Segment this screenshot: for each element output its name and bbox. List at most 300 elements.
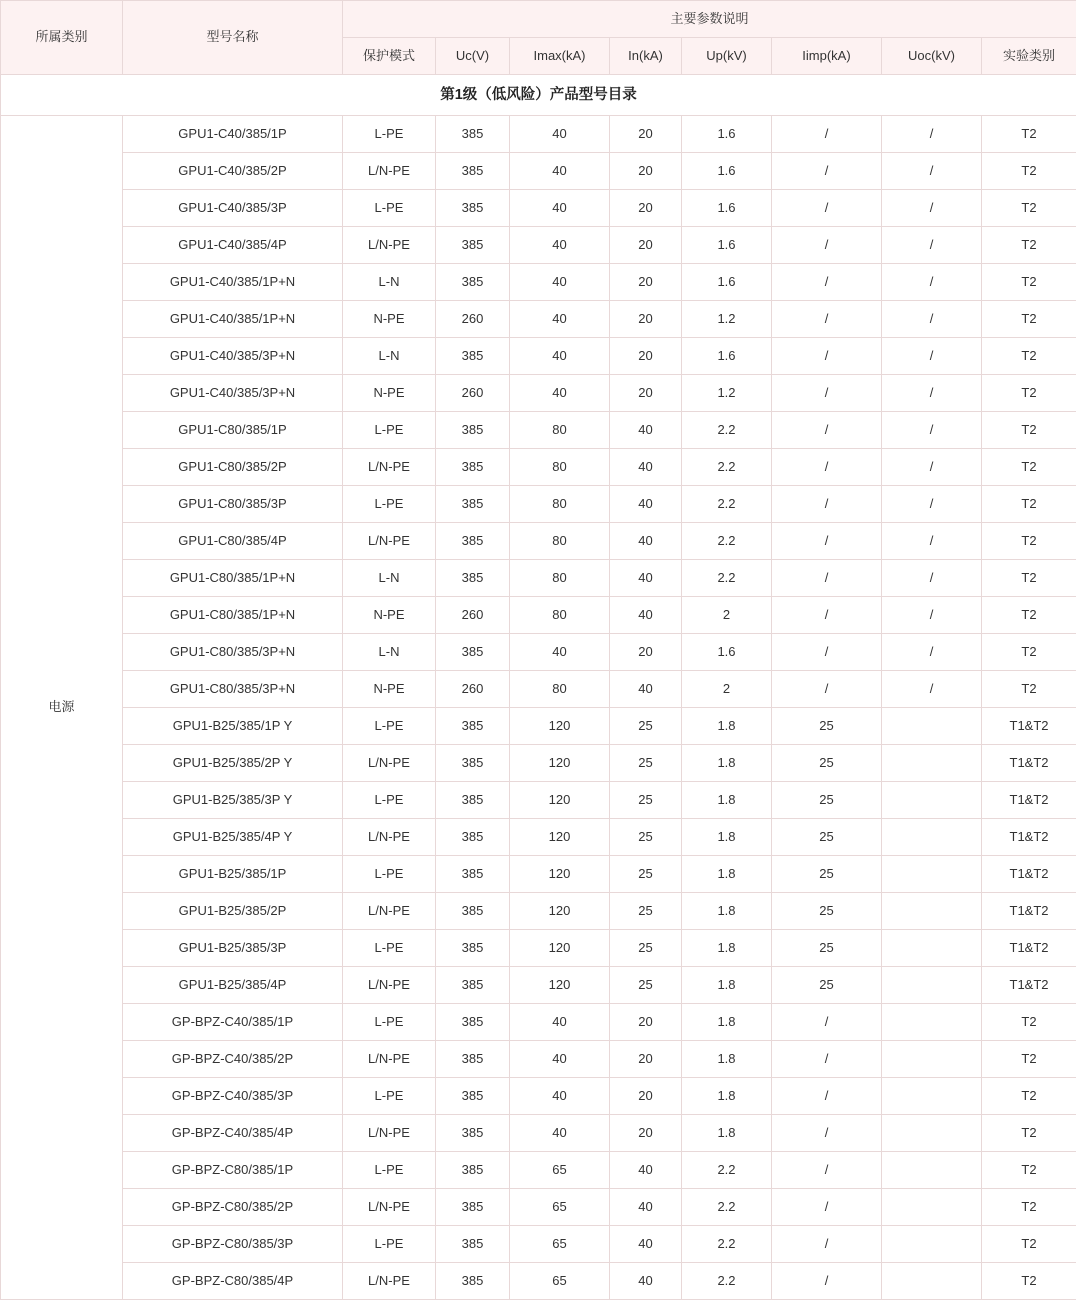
test-class-cell: T1&T2 [982,745,1076,782]
uc-cell: 260 [436,375,510,412]
uoc-cell: / [882,227,982,264]
in-cell: 25 [610,893,682,930]
imax-cell: 40 [510,190,610,227]
protection-mode-cell: L-PE [343,1078,436,1115]
up-cell: 1.8 [682,1115,772,1152]
protection-mode-cell: L-PE [343,1004,436,1041]
iimp-cell: / [772,1078,882,1115]
test-class-cell: T2 [982,412,1076,449]
in-cell: 25 [610,819,682,856]
protection-mode-cell: L-N [343,264,436,301]
uc-cell: 385 [436,449,510,486]
in-cell: 20 [610,153,682,190]
uoc-cell [882,1263,982,1300]
uoc-cell [882,1078,982,1115]
uoc-cell: / [882,375,982,412]
header-uoc: Uoc(kV) [882,38,982,75]
iimp-cell: / [772,1189,882,1226]
uoc-cell: / [882,338,982,375]
up-cell: 2 [682,671,772,708]
model-cell: GPU1-C40/385/1P [123,116,343,153]
test-class-cell: T2 [982,1152,1076,1189]
protection-mode-cell: L-N [343,634,436,671]
uc-cell: 385 [436,523,510,560]
uc-cell: 385 [436,1263,510,1300]
table-body [1,75,1076,1300]
table-row [1,597,1076,634]
protection-mode-cell: L-PE [343,856,436,893]
test-class-cell: T2 [982,227,1076,264]
uoc-cell [882,1004,982,1041]
protection-mode-cell: N-PE [343,375,436,412]
model-cell: GPU1-C40/385/3P+N [123,375,343,412]
iimp-cell: 25 [772,708,882,745]
uc-cell: 385 [436,745,510,782]
protection-mode-cell: L-PE [343,1226,436,1263]
in-cell: 20 [610,375,682,412]
header-protection-mode: 保护模式 [343,38,436,75]
category-cell: 电源 [1,116,123,1300]
model-cell: GPU1-B25/385/4P Y [123,819,343,856]
test-class-cell: T2 [982,1263,1076,1300]
model-cell: GPU1-B25/385/3P Y [123,782,343,819]
table-row [1,153,1076,190]
uc-cell: 385 [436,116,510,153]
model-cell: GP-BPZ-C40/385/4P [123,1115,343,1152]
uoc-cell [882,1041,982,1078]
imax-cell: 120 [510,930,610,967]
in-cell: 20 [610,227,682,264]
model-cell: GPU1-C80/385/1P+N [123,597,343,634]
protection-mode-cell: N-PE [343,301,436,338]
protection-mode-cell: N-PE [343,671,436,708]
test-class-cell: T2 [982,301,1076,338]
test-class-cell: T2 [982,1078,1076,1115]
table-row [1,1078,1076,1115]
protection-mode-cell: L-PE [343,930,436,967]
iimp-cell: / [772,449,882,486]
imax-cell: 40 [510,227,610,264]
imax-cell: 40 [510,153,610,190]
protection-mode-cell: L/N-PE [343,1263,436,1300]
uc-cell: 385 [436,264,510,301]
iimp-cell: / [772,1226,882,1263]
table-row [1,523,1076,560]
up-cell: 1.6 [682,116,772,153]
protection-mode-cell: L/N-PE [343,1041,436,1078]
header-row-top [1,1,1076,38]
up-cell: 1.8 [682,967,772,1004]
test-class-cell: T2 [982,523,1076,560]
up-cell: 1.8 [682,856,772,893]
in-cell: 20 [610,1115,682,1152]
protection-mode-cell: L-N [343,338,436,375]
table-row [1,301,1076,338]
model-cell: GPU1-C80/385/3P+N [123,634,343,671]
uoc-cell [882,1152,982,1189]
model-cell: GPU1-B25/385/2P [123,893,343,930]
imax-cell: 80 [510,597,610,634]
model-cell: GPU1-C80/385/2P [123,449,343,486]
table-row [1,1226,1076,1263]
up-cell: 1.8 [682,745,772,782]
uoc-cell: / [882,560,982,597]
uc-cell: 385 [436,153,510,190]
imax-cell: 80 [510,560,610,597]
imax-cell: 65 [510,1189,610,1226]
model-cell: GPU1-B25/385/3P [123,930,343,967]
model-cell: GPU1-C80/385/4P [123,523,343,560]
test-class-cell: T2 [982,153,1076,190]
table-header [1,1,1076,75]
imax-cell: 80 [510,412,610,449]
in-cell: 20 [610,1004,682,1041]
test-class-cell: T2 [982,1041,1076,1078]
table-row [1,190,1076,227]
uc-cell: 260 [436,671,510,708]
up-cell: 1.6 [682,338,772,375]
up-cell: 1.8 [682,1004,772,1041]
in-cell: 40 [610,486,682,523]
iimp-cell: / [772,153,882,190]
test-class-cell: T2 [982,375,1076,412]
model-cell: GPU1-C80/385/3P [123,486,343,523]
up-cell: 2.2 [682,1263,772,1300]
table-row [1,338,1076,375]
uc-cell: 385 [436,1189,510,1226]
header-uc: Uc(V) [436,38,510,75]
imax-cell: 65 [510,1226,610,1263]
up-cell: 1.2 [682,301,772,338]
test-class-cell: T2 [982,560,1076,597]
table-row [1,819,1076,856]
imax-cell: 80 [510,671,610,708]
uoc-cell [882,1226,982,1263]
iimp-cell: / [772,1152,882,1189]
imax-cell: 40 [510,301,610,338]
imax-cell: 120 [510,708,610,745]
imax-cell: 40 [510,1115,610,1152]
iimp-cell: / [772,597,882,634]
test-class-cell: T2 [982,671,1076,708]
header-main-params: 主要参数说明 [343,1,1076,38]
uoc-cell: / [882,486,982,523]
in-cell: 25 [610,708,682,745]
test-class-cell: T2 [982,116,1076,153]
protection-mode-cell: L/N-PE [343,893,436,930]
iimp-cell: / [772,412,882,449]
protection-mode-cell: N-PE [343,597,436,634]
iimp-cell: / [772,190,882,227]
protection-mode-cell: L/N-PE [343,227,436,264]
model-cell: GP-BPZ-C40/385/1P [123,1004,343,1041]
table-row [1,116,1076,153]
model-cell: GPU1-B25/385/2P Y [123,745,343,782]
in-cell: 40 [610,597,682,634]
uoc-cell: / [882,634,982,671]
uoc-cell [882,893,982,930]
in-cell: 20 [610,338,682,375]
uoc-cell: / [882,190,982,227]
header-imax: Imax(kA) [510,38,610,75]
uoc-cell [882,819,982,856]
test-class-cell: T2 [982,264,1076,301]
in-cell: 40 [610,449,682,486]
in-cell: 40 [610,1226,682,1263]
uoc-cell [882,745,982,782]
up-cell: 1.8 [682,708,772,745]
in-cell: 20 [610,634,682,671]
uoc-cell: / [882,449,982,486]
protection-mode-cell: L-N [343,560,436,597]
in-cell: 25 [610,745,682,782]
uc-cell: 385 [436,190,510,227]
iimp-cell: 25 [772,856,882,893]
test-class-cell: T1&T2 [982,856,1076,893]
in-cell: 20 [610,190,682,227]
protection-mode-cell: L/N-PE [343,523,436,560]
up-cell: 1.8 [682,1078,772,1115]
table-row [1,671,1076,708]
uc-cell: 260 [436,597,510,634]
uc-cell: 260 [436,301,510,338]
protection-mode-cell: L-PE [343,708,436,745]
iimp-cell: 25 [772,930,882,967]
imax-cell: 40 [510,116,610,153]
up-cell: 2.2 [682,449,772,486]
model-cell: GPU1-C40/385/3P+N [123,338,343,375]
model-cell: GPU1-B25/385/4P [123,967,343,1004]
up-cell: 1.6 [682,227,772,264]
model-cell: GP-BPZ-C40/385/2P [123,1041,343,1078]
in-cell: 20 [610,264,682,301]
uc-cell: 385 [436,893,510,930]
imax-cell: 120 [510,856,610,893]
iimp-cell: 25 [772,745,882,782]
header-iimp: Iimp(kA) [772,38,882,75]
protection-mode-cell: L/N-PE [343,1189,436,1226]
table-row [1,1004,1076,1041]
header-model: 型号名称 [123,1,343,75]
iimp-cell: / [772,486,882,523]
uoc-cell: / [882,116,982,153]
protection-mode-cell: L-PE [343,116,436,153]
iimp-cell: / [772,523,882,560]
up-cell: 1.8 [682,782,772,819]
up-cell: 1.2 [682,375,772,412]
section-title: 第1级（低风险）产品型号目录 [1,75,1076,116]
imax-cell: 120 [510,819,610,856]
imax-cell: 80 [510,486,610,523]
table-row [1,708,1076,745]
up-cell: 2 [682,597,772,634]
test-class-cell: T2 [982,338,1076,375]
table-row [1,412,1076,449]
protection-mode-cell: L/N-PE [343,745,436,782]
iimp-cell: 25 [772,893,882,930]
imax-cell: 65 [510,1263,610,1300]
in-cell: 25 [610,967,682,1004]
iimp-cell: / [772,634,882,671]
test-class-cell: T2 [982,634,1076,671]
imax-cell: 40 [510,338,610,375]
model-cell: GP-BPZ-C80/385/3P [123,1226,343,1263]
up-cell: 1.8 [682,893,772,930]
table-row [1,227,1076,264]
uc-cell: 385 [436,782,510,819]
protection-mode-cell: L-PE [343,1152,436,1189]
up-cell: 1.6 [682,190,772,227]
up-cell: 1.8 [682,819,772,856]
test-class-cell: T2 [982,1115,1076,1152]
iimp-cell: / [772,1041,882,1078]
table-row [1,893,1076,930]
imax-cell: 40 [510,264,610,301]
iimp-cell: / [772,338,882,375]
imax-cell: 120 [510,893,610,930]
imax-cell: 40 [510,1078,610,1115]
iimp-cell: 25 [772,782,882,819]
model-cell: GPU1-C80/385/1P+N [123,560,343,597]
iimp-cell: / [772,116,882,153]
test-class-cell: T2 [982,449,1076,486]
table-row [1,1263,1076,1300]
protection-mode-cell: L/N-PE [343,819,436,856]
table-row [1,1041,1076,1078]
protection-mode-cell: L/N-PE [343,449,436,486]
in-cell: 25 [610,782,682,819]
uc-cell: 385 [436,856,510,893]
uc-cell: 385 [436,412,510,449]
test-class-cell: T2 [982,1189,1076,1226]
model-cell: GP-BPZ-C80/385/2P [123,1189,343,1226]
uc-cell: 385 [436,967,510,1004]
model-cell: GP-BPZ-C80/385/4P [123,1263,343,1300]
model-cell: GPU1-C40/385/1P+N [123,264,343,301]
uoc-cell: / [882,523,982,560]
iimp-cell: / [772,227,882,264]
imax-cell: 120 [510,967,610,1004]
in-cell: 40 [610,412,682,449]
header-in: In(kA) [610,38,682,75]
in-cell: 20 [610,116,682,153]
uoc-cell: / [882,671,982,708]
protection-mode-cell: L/N-PE [343,967,436,1004]
iimp-cell: 25 [772,819,882,856]
imax-cell: 40 [510,1004,610,1041]
test-class-cell: T1&T2 [982,708,1076,745]
uc-cell: 385 [436,634,510,671]
uc-cell: 385 [436,1226,510,1263]
table-row [1,449,1076,486]
up-cell: 1.8 [682,1041,772,1078]
test-class-cell: T2 [982,190,1076,227]
uoc-cell: / [882,264,982,301]
iimp-cell: / [772,671,882,708]
test-class-cell: T2 [982,1004,1076,1041]
up-cell: 2.2 [682,523,772,560]
uc-cell: 385 [436,227,510,264]
iimp-cell: / [772,1004,882,1041]
protection-mode-cell: L/N-PE [343,1115,436,1152]
test-class-cell: T2 [982,486,1076,523]
header-category: 所属类别 [1,1,123,75]
uc-cell: 385 [436,486,510,523]
uc-cell: 385 [436,708,510,745]
model-cell: GPU1-C40/385/3P [123,190,343,227]
model-cell: GPU1-B25/385/1P [123,856,343,893]
protection-mode-cell: L-PE [343,782,436,819]
test-class-cell: T2 [982,1226,1076,1263]
iimp-cell: 25 [772,967,882,1004]
model-cell: GPU1-C40/385/2P [123,153,343,190]
header-up: Up(kV) [682,38,772,75]
test-class-cell: T1&T2 [982,893,1076,930]
uc-cell: 385 [436,1041,510,1078]
imax-cell: 40 [510,1041,610,1078]
in-cell: 40 [610,523,682,560]
table-row [1,745,1076,782]
header-test-class: 实验类别 [982,38,1076,75]
test-class-cell: T1&T2 [982,930,1076,967]
uoc-cell [882,1189,982,1226]
uc-cell: 385 [436,560,510,597]
imax-cell: 120 [510,782,610,819]
table-row [1,264,1076,301]
uc-cell: 385 [436,1078,510,1115]
uoc-cell [882,967,982,1004]
table-row [1,967,1076,1004]
section-title-row [1,75,1076,116]
in-cell: 40 [610,671,682,708]
up-cell: 1.6 [682,634,772,671]
up-cell: 2.2 [682,560,772,597]
uoc-cell: / [882,301,982,338]
model-cell: GPU1-C40/385/4P [123,227,343,264]
uoc-cell: / [882,153,982,190]
model-cell: GPU1-C40/385/1P+N [123,301,343,338]
in-cell: 40 [610,1152,682,1189]
test-class-cell: T1&T2 [982,819,1076,856]
up-cell: 1.6 [682,264,772,301]
up-cell: 2.2 [682,1189,772,1226]
uc-cell: 385 [436,1115,510,1152]
iimp-cell: / [772,560,882,597]
model-cell: GPU1-B25/385/1P Y [123,708,343,745]
uc-cell: 385 [436,930,510,967]
uc-cell: 385 [436,338,510,375]
test-class-cell: T1&T2 [982,782,1076,819]
test-class-cell: T2 [982,597,1076,634]
iimp-cell: / [772,375,882,412]
uoc-cell: / [882,412,982,449]
uoc-cell: / [882,597,982,634]
imax-cell: 120 [510,745,610,782]
in-cell: 20 [610,1041,682,1078]
in-cell: 40 [610,1263,682,1300]
imax-cell: 80 [510,449,610,486]
iimp-cell: / [772,1115,882,1152]
up-cell: 1.6 [682,153,772,190]
model-cell: GPU1-C80/385/3P+N [123,671,343,708]
in-cell: 25 [610,930,682,967]
test-class-cell: T1&T2 [982,967,1076,1004]
table-row [1,856,1076,893]
in-cell: 20 [610,301,682,338]
uoc-cell [882,856,982,893]
in-cell: 40 [610,1189,682,1226]
uoc-cell [882,782,982,819]
